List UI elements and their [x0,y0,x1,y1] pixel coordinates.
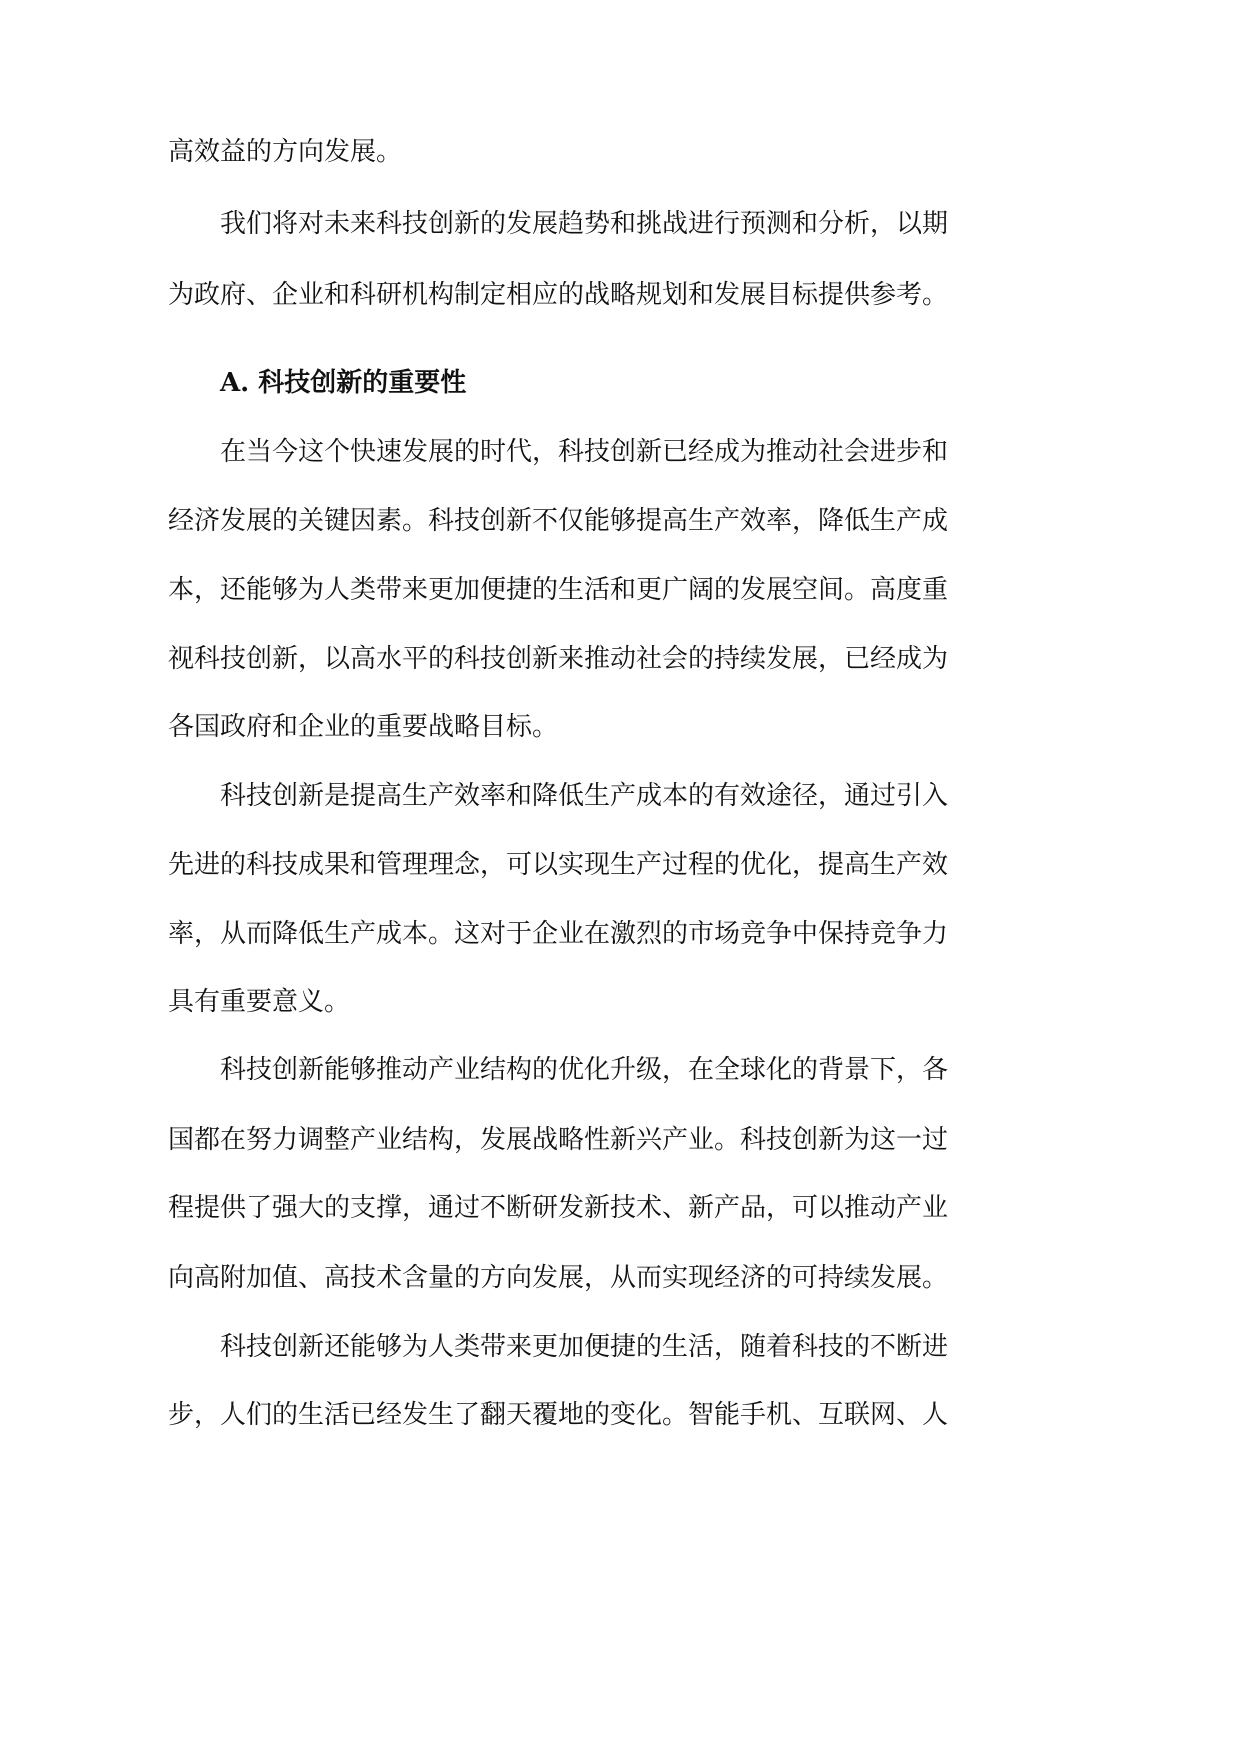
text-line: 视科技创新，以高水平的科技创新来推动社会的持续发展，已经成为 [168,644,949,674]
text-line: 率，从而降低生产成本。这对于企业在激烈的市场竞争中保持竞争力 [168,919,949,949]
text-line: 具有重要意义。 [168,987,351,1017]
text-line: 科技创新是提高生产效率和降低生产成本的有效途径，通过引入 [220,781,949,811]
text-line: 在当今这个快速发展的时代，科技创新已经成为推动社会进步和 [220,437,949,467]
text-line: 程提供了强大的支撑，通过不断研发新技术、新产品，可以推动产业 [168,1193,949,1223]
section-heading: A. 科技创新的重要性 [220,368,467,398]
text-line: 步，人们的生活已经发生了翻天覆地的变化。智能手机、互联网、人 [168,1400,949,1430]
text-line: 先进的科技成果和管理理念，可以实现生产过程的优化，提高生产效 [168,850,949,880]
text-line: 科技创新还能够为人类带来更加便捷的生活，随着科技的不断进 [220,1332,949,1362]
text-line: 科技创新能够推动产业结构的优化升级，在全球化的背景下，各 [220,1055,949,1085]
text-line: 国都在努力调整产业结构，发展战略性新兴产业。科技创新为这一过 [168,1125,949,1155]
text-line: 高效益的方向发展。 [168,137,403,167]
text-line: 我们将对未来科技创新的发展趋势和挑战进行预测和分析，以期 [220,209,949,239]
text-line: 为政府、企业和科研机构制定相应的战略规划和发展目标提供参考。 [168,280,949,310]
text-line: 向高附加值、高技术含量的方向发展，从而实现经济的可持续发展。 [168,1263,949,1293]
text-line: 本，还能够为人类带来更加便捷的生活和更广阔的发展空间。高度重 [168,575,949,605]
text-line: 经济发展的关键因素。科技创新不仅能够提高生产效率，降低生产成 [168,506,949,536]
text-line: 各国政府和企业的重要战略目标。 [168,712,559,742]
